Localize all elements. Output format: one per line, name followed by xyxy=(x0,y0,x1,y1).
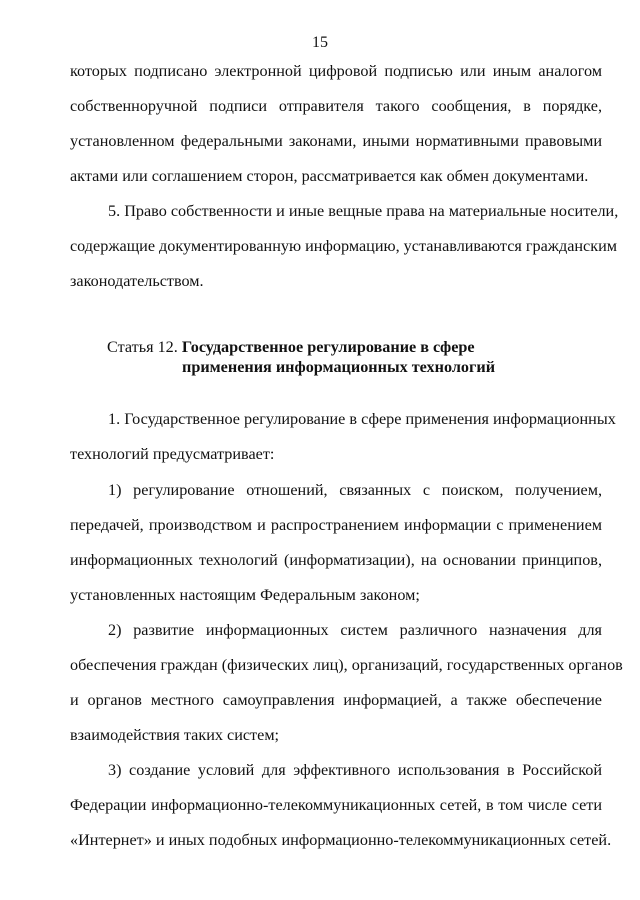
text-line: законодательством. xyxy=(70,272,204,290)
list-item-line: «Интернет» и иных подобных информационно-телекоммуникационных сетей. xyxy=(70,831,612,849)
article-title-line2: применения информационных технологий xyxy=(182,358,496,376)
article-title-line1: Государственное регулирование в сфере xyxy=(181,338,475,356)
list-item-line: Федерации информационно-телекоммуникационных сетей, в том числе сети xyxy=(70,796,602,814)
text-line: которых подписано электронной цифровой подписью или иным аналогом xyxy=(70,62,602,80)
list-item-line: обеспечения граждан (физических лиц), организаций, государственных органов xyxy=(70,656,623,674)
list-item-line: 3) создание условий для эффективного использования в Российской xyxy=(108,761,602,779)
list-item-line: и органов местного самоуправления информацией, а также обеспечение xyxy=(70,691,602,709)
article-heading xyxy=(107,338,475,357)
text-line: технологий предусматривает: xyxy=(70,445,275,463)
article-heading-line2 xyxy=(182,358,495,377)
text-line: 1. Государственное регулирование в сфере применения информационных xyxy=(108,410,616,428)
text-line: установленном федеральными законами, иными нормативными правовыми xyxy=(70,132,602,150)
text-line: актами или соглашением сторон, рассматривается как обмен документами. xyxy=(70,167,589,185)
text-line: собственноручной подписи отправителя такого сообщения, в порядке, xyxy=(70,97,602,115)
list-item-line: информационных технологий (информатизации), на основании принципов, xyxy=(70,551,602,569)
text-line: содержащие документированную информацию, устанавливаются гражданским xyxy=(70,237,618,255)
page-number: 15 xyxy=(312,34,328,51)
list-item-line: взаимодействия таких систем; xyxy=(70,726,280,744)
text-line: 5. Право собственности и иные вещные права на материальные носители, xyxy=(108,202,619,220)
list-item-line: передачей, производством и распространением информации с применением xyxy=(70,516,602,534)
list-item-line: установленных настоящим Федеральным законом; xyxy=(70,586,420,604)
list-item-line: 2) развитие информационных систем различного назначения для xyxy=(108,621,602,639)
article-prefix: Статья 12. xyxy=(107,338,178,356)
list-item-line: 1) регулирование отношений, связанных с поиском, получением, xyxy=(108,481,602,499)
